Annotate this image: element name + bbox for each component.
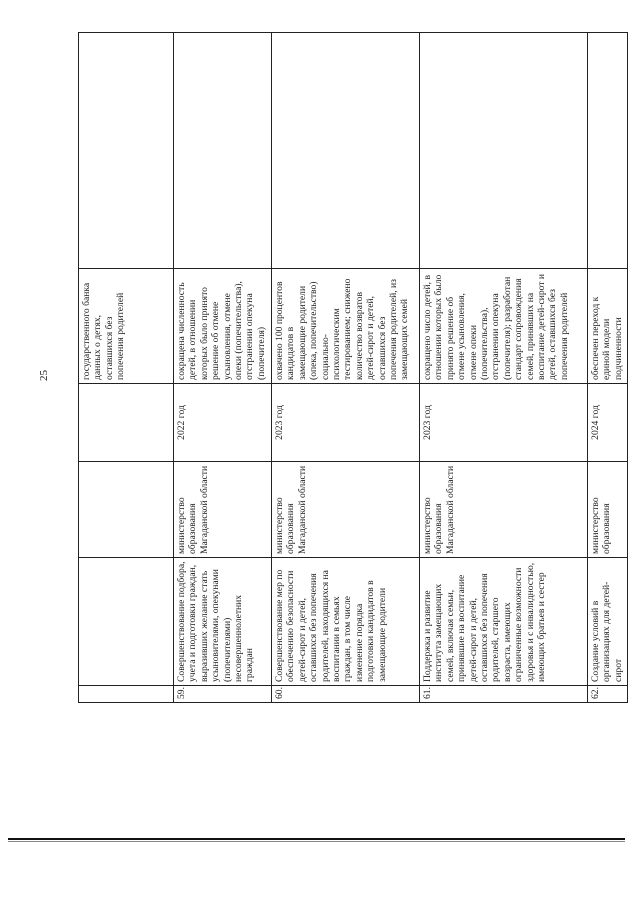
deadline-cell: 2024 год	[588, 384, 628, 462]
action-plan-table	[78, 32, 628, 703]
measure-cell	[79, 558, 174, 686]
result-cell: сокращена численность детей, в отношении которых было принято решение об отмене усыновления, отмене опеки (попечительства), отстранении опекуна (попечителя)	[174, 269, 272, 384]
scan-edge-shadow	[8, 841, 625, 842]
table-row	[79, 33, 174, 703]
row-number: 60.	[272, 686, 420, 703]
measure-cell: Поддержка и развитие института замещающих семей, включая семьи, принявшие на воспитание детей-сирот и детей, оставшихся без попечения родителей, старшего возраста, имеющих ограниченные возможности здоровья и с инвалидностью, имеющих братьев и сестер	[420, 558, 588, 686]
result-cell: государственного банка данных о детях, оставшихся без попечения родителей	[79, 269, 174, 384]
scan-edge-line	[8, 838, 625, 840]
row-number	[79, 686, 174, 703]
executor-cell: министерство образования	[588, 462, 628, 558]
result-cell: сокращено число детей, в отношении которых было принято решение об отмене усыновления, отмене опеки (попечительства), отстранении опекуна (попечителя); разработан стандарт сопровождения семей, принявших на воспитание детей-сирот и детей, оставшихся без попечения родителей	[420, 269, 588, 384]
page-number: 25	[38, 370, 50, 381]
executor-cell	[79, 462, 174, 558]
row-number: 62.	[588, 686, 628, 703]
row-number: 61.	[420, 686, 588, 703]
table-row	[272, 33, 420, 703]
result-cell: обеспечен переход к единой модели подчиненности	[588, 269, 628, 384]
empty-cell	[272, 33, 420, 269]
row-number: 59.	[174, 686, 272, 703]
measure-cell: Совершенствование подбора, учета и подготовки граждан, выразивших желание стать усыновителями, опекунами (попечителями) несовершеннолетних граждан	[174, 558, 272, 686]
executor-cell: министерство образования Магаданской области	[420, 462, 588, 558]
measure-cell: Совершенствование мер по обеспечению безопасности детей-сирот и детей, оставшихся без попечения родителей, находящихся на воспитании в семьях граждан, в том числе изменение порядка подготовки кандидатов в замещающие родители	[272, 558, 420, 686]
deadline-cell: 2022 год	[174, 384, 272, 462]
deadline-cell: 2023 год	[420, 384, 588, 462]
table-row	[588, 33, 628, 703]
result-cell: охвачено 100 процентов кандидатов в замещающие родители (опека, попечительство) социально-психологическим тестированием; снижено количество возвратов детей-сирот и детей, оставшихся без попечения родителей, из замещающих семей	[272, 269, 420, 384]
empty-cell	[79, 33, 174, 269]
empty-cell	[420, 33, 588, 269]
deadline-cell	[79, 384, 174, 462]
empty-cell	[174, 33, 272, 269]
table-row	[174, 33, 272, 703]
deadline-cell: 2023 год	[272, 384, 420, 462]
executor-cell: министерство образования Магаданской области	[272, 462, 420, 558]
empty-cell	[588, 33, 628, 269]
executor-cell: министерство образования Магаданской области	[174, 462, 272, 558]
rotated-page-content	[38, 33, 623, 703]
measure-cell: Создание условий в организациях для детей-сирот	[588, 558, 628, 686]
table-row	[420, 33, 588, 703]
